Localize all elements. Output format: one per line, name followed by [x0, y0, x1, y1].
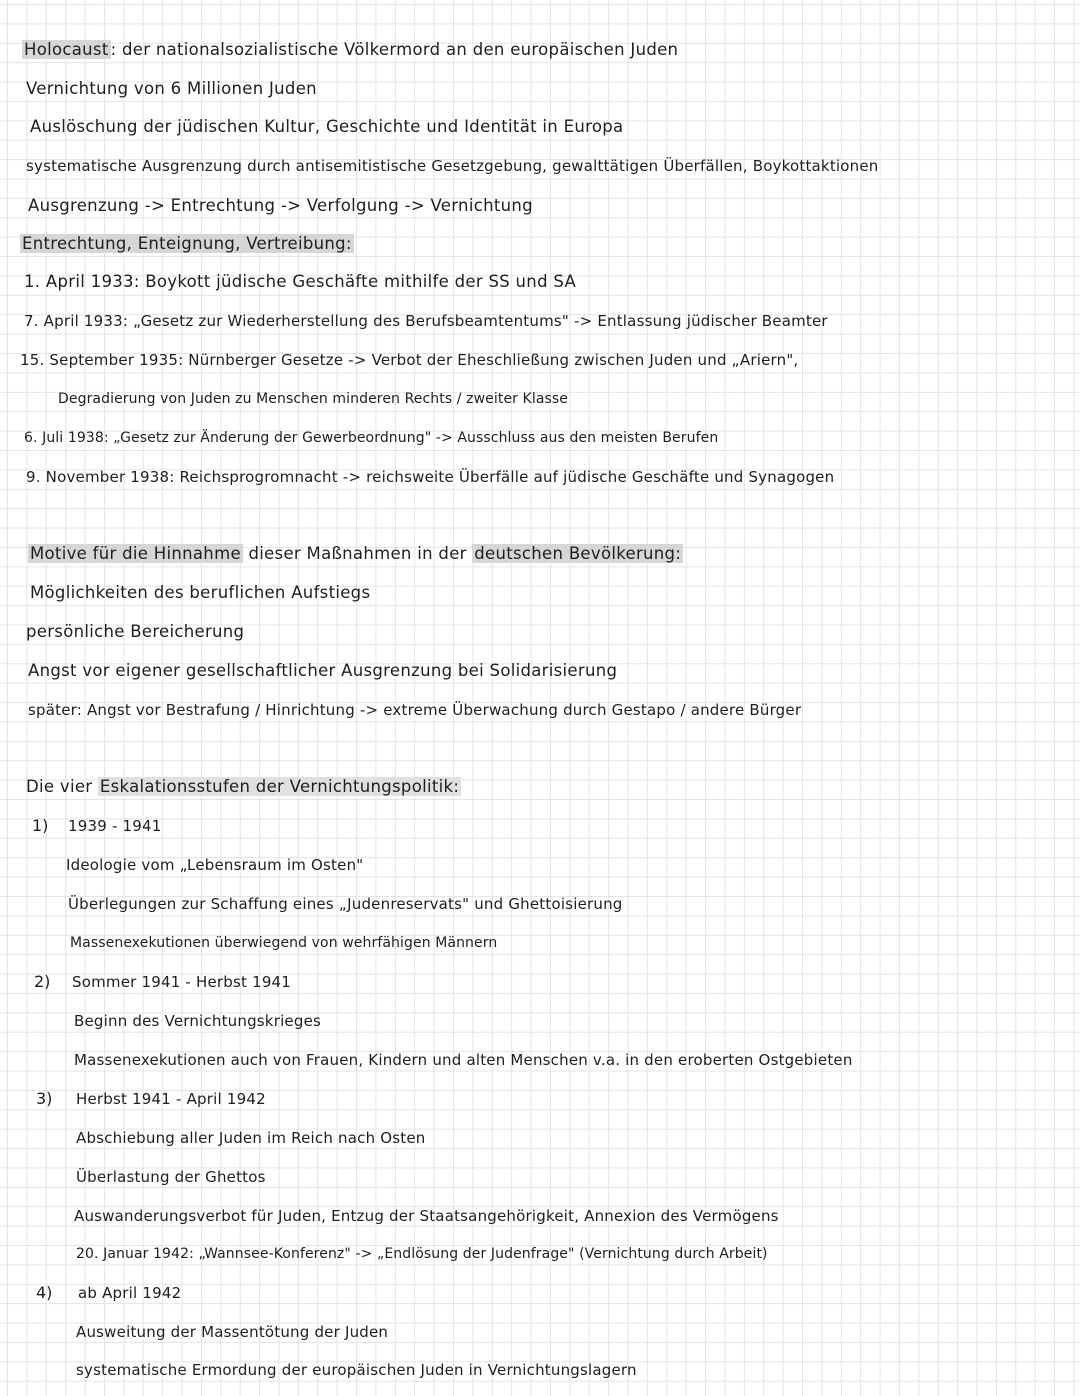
stage-item: Massenexekutionen überwiegend von wehrfähigen Männern [70, 935, 498, 951]
stage-number: 3) [36, 1089, 53, 1108]
stage-item: systematische Ermordung der europäischen Juden in Vernichtungslagern [76, 1361, 637, 1379]
stage-number: 4) [36, 1283, 53, 1302]
section-heading: Entrechtung, Enteignung, Vertreibung: [22, 234, 352, 253]
section-heading: Motive für die Hinnahme dieser Maßnahmen in der deutschen Bevölkerung: [30, 544, 682, 563]
term-holocaust: Holocaust [24, 40, 109, 59]
motive-item: später: Angst vor Bestrafung / Hinrichtung -> extreme Überwachung durch Gestapo / andere Bürger [28, 701, 802, 719]
stage-item: Ausweitung der Massentötung der Juden [76, 1323, 389, 1341]
stage-item: Überlegungen zur Schaffung eines „Judenreservats" und Ghettoisierung [68, 895, 623, 913]
timeline-item: 15. September 1935: Nürnberger Gesetze -> Verbot der Eheschließung zwischen Juden und „Ariern", [20, 351, 799, 369]
note-line: Ausgrenzung -> Entrechtung -> Verfolgung -> Vernichtung [28, 196, 533, 215]
stage-item: 20. Januar 1942: „Wannsee-Konferenz" -> „Endlösung der Judenfrage" (Vernichtung durch Arbeit) [76, 1246, 768, 1262]
stage-item: Abschiebung aller Juden im Reich nach Osten [76, 1129, 426, 1147]
motive-item: Möglichkeiten des beruflichen Aufstiegs [30, 583, 371, 602]
stage-period: Herbst 1941 - April 1942 [76, 1090, 266, 1108]
motive-item: persönliche Bereicherung [26, 622, 245, 641]
stage-number: 2) [34, 972, 51, 991]
stage-item: Massenexekutionen auch von Frauen, Kindern und alten Menschen v.a. in den eroberten Ostgebieten [74, 1051, 853, 1069]
timeline-item: 6. Juli 1938: „Gesetz zur Änderung der Gewerbeordnung" -> Ausschluss aus den meisten Berufen [24, 430, 719, 446]
stage-period: ab April 1942 [78, 1284, 182, 1302]
stage-number: 1) [32, 816, 49, 835]
stage-period: Sommer 1941 - Herbst 1941 [72, 973, 292, 991]
motive-item: Angst vor eigener gesellschaftlicher Ausgrenzung bei Solidarisierung [28, 661, 618, 680]
note-line: systematische Ausgrenzung durch antisemitistische Gesetzgebung, gewalttätigen Überfällen, Boykottaktionen [26, 157, 879, 175]
stage-item: Auswanderungsverbot für Juden, Entzug der Staatsangehörigkeit, Annexion des Vermögens [74, 1207, 779, 1225]
note-line: Vernichtung von 6 Millionen Juden [26, 79, 317, 98]
timeline-item-continuation: Degradierung von Juden zu Menschen minderen Rechts / zweiter Klasse [58, 391, 569, 407]
stage-item: Überlastung der Ghettos [76, 1168, 266, 1186]
timeline-item: 9. November 1938: Reichsprogromnacht -> reichsweite Überfälle auf jüdische Geschäfte und Synagogen [26, 468, 835, 486]
note-line: Auslöschung der jüdischen Kultur, Geschichte und Identität in Europa [30, 117, 624, 136]
definition-line [22, 39, 678, 61]
section-heading: Die vier Eskalationsstufen der Vernichtungspolitik: [26, 777, 460, 796]
stage-item: Ideologie vom „Lebensraum im Osten" [66, 856, 364, 874]
timeline-item: 7. April 1933: „Gesetz zur Wiederherstellung des Berufsbeamtentums" -> Entlassung jüdischer Beamter [24, 312, 828, 330]
timeline-item: 1. April 1933: Boykott jüdische Geschäfte mithilfe der SS und SA [24, 272, 577, 291]
stage-period: 1939 - 1941 [68, 817, 162, 835]
stage-item: Beginn des Vernichtungskrieges [74, 1012, 322, 1030]
definition-text: : der nationalsozialistische Völkermord an den europäischen Juden [110, 40, 679, 59]
